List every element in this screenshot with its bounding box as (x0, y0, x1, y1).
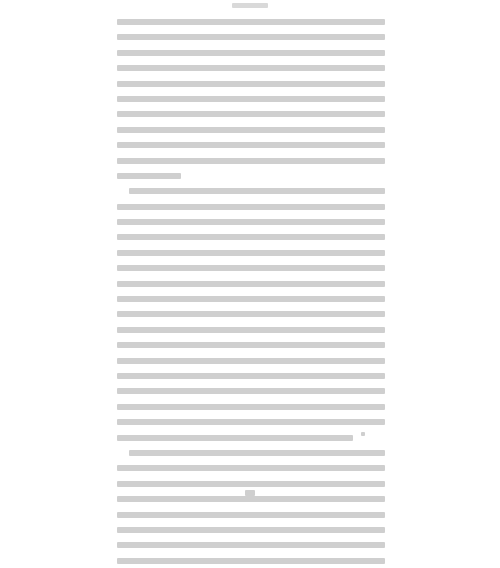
text-line (117, 214, 385, 229)
text-line (117, 14, 385, 29)
text-line (117, 122, 385, 137)
text-line (117, 168, 385, 183)
text-line (117, 476, 385, 491)
text-line (117, 276, 385, 291)
text-line (117, 260, 385, 275)
text-line (117, 245, 385, 260)
body-text (117, 14, 385, 568)
text-line (117, 306, 385, 321)
text-line (117, 153, 385, 168)
text-line (117, 137, 385, 152)
text-line (117, 229, 385, 244)
text-line (117, 537, 385, 552)
text-line (117, 522, 385, 537)
text-line (117, 507, 385, 522)
text-line (117, 445, 385, 460)
text-line (117, 383, 385, 398)
text-line (117, 76, 385, 91)
running-header-text (232, 3, 268, 8)
text-line (117, 430, 385, 445)
page-number-text (245, 490, 255, 496)
text-line (117, 291, 385, 306)
paragraph (117, 183, 385, 445)
text-line (117, 337, 385, 352)
text-line (117, 60, 385, 75)
page-number (0, 490, 500, 500)
text-line (117, 414, 385, 429)
text-line (117, 460, 385, 475)
text-line (117, 91, 385, 106)
footnote-marker (361, 432, 365, 436)
text-line (117, 183, 385, 198)
paragraph (117, 445, 385, 568)
text-line (117, 353, 385, 368)
text-line (117, 553, 385, 568)
text-line (117, 368, 385, 383)
text-line (117, 322, 385, 337)
text-line (117, 106, 385, 121)
text-line (117, 399, 385, 414)
text-line (117, 45, 385, 60)
paragraph (117, 14, 385, 183)
text-line (117, 29, 385, 44)
running-header (0, 0, 500, 10)
text-line (117, 199, 385, 214)
